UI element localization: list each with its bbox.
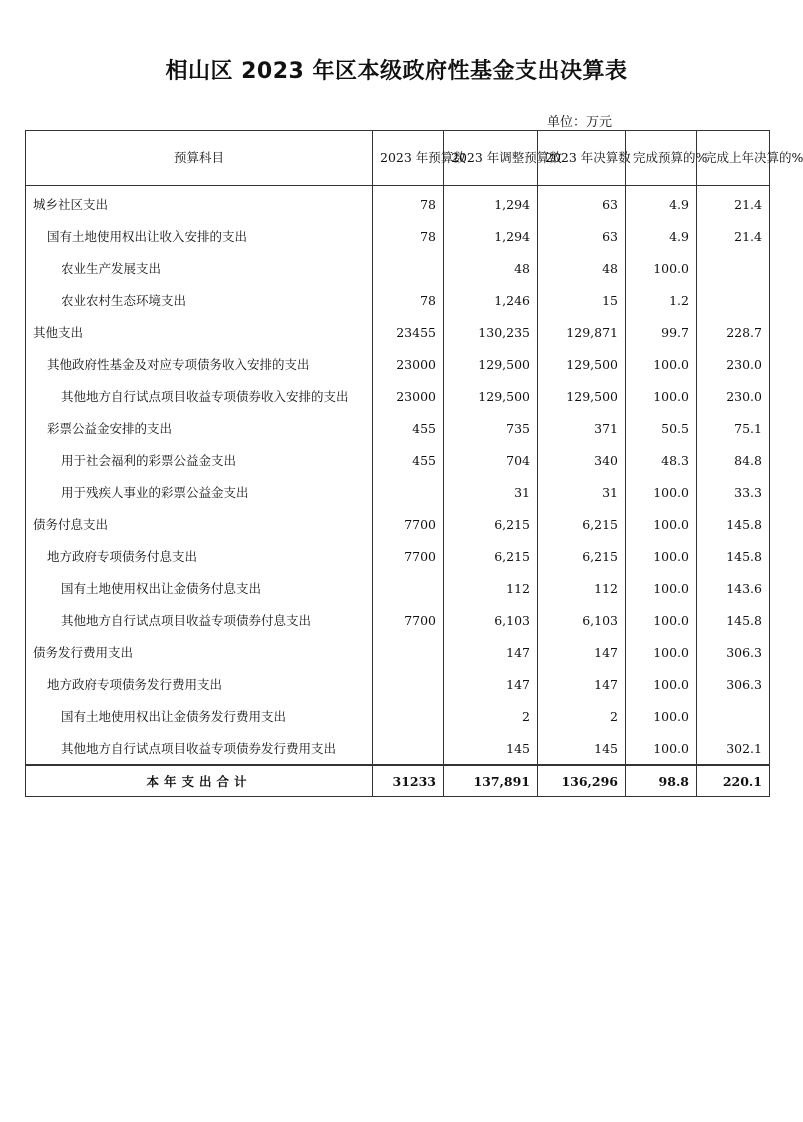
row-budget: 78: [373, 284, 444, 316]
row-adjusted: 735: [444, 412, 538, 444]
row-ratio-last: 228.7: [697, 316, 770, 348]
row-final: 147: [538, 668, 626, 700]
row-budget: 7700: [373, 540, 444, 572]
row-final: 63: [538, 220, 626, 252]
row-ratio-last: 230.0: [697, 348, 770, 380]
row-ratio-last: 84.8: [697, 444, 770, 476]
row-budget: 455: [373, 412, 444, 444]
table-row: [26, 572, 770, 604]
row-budget: [373, 476, 444, 508]
row-ratio-budget: 48.3: [626, 444, 697, 476]
row-name: 国有土地使用权出让金债务发行费用支出: [26, 700, 373, 732]
row-budget: 23000: [373, 380, 444, 412]
row-ratio-last: 230.0: [697, 380, 770, 412]
row-name: 其他地方自行试点项目收益专项债券收入安排的支出: [26, 380, 373, 412]
row-adjusted: 147: [444, 636, 538, 668]
row-ratio-budget: 100.0: [626, 636, 697, 668]
row-name: 地方政府专项债务发行费用支出: [26, 668, 373, 700]
row-ratio-last: 143.6: [697, 572, 770, 604]
row-adjusted: 1,294: [444, 186, 538, 221]
row-budget: [373, 700, 444, 732]
row-name: 其他政府性基金及对应专项债务收入安排的支出: [26, 348, 373, 380]
table-row: [26, 316, 770, 348]
row-ratio-budget: 100.0: [626, 668, 697, 700]
row-ratio-budget: 4.9: [626, 220, 697, 252]
row-name: 国有土地使用权出让金债务付息支出: [26, 572, 373, 604]
row-final: 2: [538, 700, 626, 732]
header-name: 预算科目: [26, 131, 373, 186]
row-ratio-budget: 4.9: [626, 186, 697, 221]
row-final: 129,500: [538, 380, 626, 412]
header-ratio-last: 完成上年决算的%: [697, 131, 770, 186]
total-adjusted: 137,891: [444, 765, 538, 797]
row-name: 其他地方自行试点项目收益专项债券付息支出: [26, 604, 373, 636]
table-row: [26, 700, 770, 732]
row-ratio-last: 75.1: [697, 412, 770, 444]
row-ratio-budget: 100.0: [626, 572, 697, 604]
row-ratio-budget: 100.0: [626, 380, 697, 412]
row-ratio-budget: 100.0: [626, 540, 697, 572]
table-row: [26, 732, 770, 765]
row-adjusted: 1,246: [444, 284, 538, 316]
expenditure-table: [25, 130, 803, 797]
table-row: [26, 252, 770, 284]
row-final: 6,215: [538, 540, 626, 572]
row-final: 6,215: [538, 508, 626, 540]
row-ratio-budget: 100.0: [626, 508, 697, 540]
row-adjusted: 6,215: [444, 540, 538, 572]
table-row: [26, 476, 770, 508]
total-row: [26, 765, 770, 797]
row-budget: 7700: [373, 508, 444, 540]
table-header-row: [26, 131, 770, 186]
row-final: 371: [538, 412, 626, 444]
table-row: [26, 540, 770, 572]
unit-label: 单位：万元: [547, 115, 613, 130]
row-ratio-last: [697, 700, 770, 732]
row-name: 农业农村生态环境支出: [26, 284, 373, 316]
row-final: 145: [538, 732, 626, 765]
row-adjusted: 147: [444, 668, 538, 700]
row-adjusted: 130,235: [444, 316, 538, 348]
row-final: 147: [538, 636, 626, 668]
row-ratio-last: [697, 252, 770, 284]
row-ratio-last: 145.8: [697, 540, 770, 572]
row-budget: [373, 572, 444, 604]
row-budget: [373, 636, 444, 668]
total-ratio-budget: 98.8: [626, 765, 697, 797]
row-ratio-budget: 100.0: [626, 604, 697, 636]
table-row: [26, 668, 770, 700]
row-ratio-last: 145.8: [697, 604, 770, 636]
row-name: 农业生产发展支出: [26, 252, 373, 284]
row-ratio-budget: 1.2: [626, 284, 697, 316]
row-name: 债务付息支出: [26, 508, 373, 540]
header-ratio-budget: 完成预算的%: [626, 131, 697, 186]
row-final: 6,103: [538, 604, 626, 636]
row-adjusted: 6,215: [444, 508, 538, 540]
row-name: 彩票公益金安排的支出: [26, 412, 373, 444]
row-budget: [373, 732, 444, 765]
row-budget: [373, 252, 444, 284]
row-final: 129,500: [538, 348, 626, 380]
row-budget: [373, 668, 444, 700]
row-final: 340: [538, 444, 626, 476]
row-adjusted: 704: [444, 444, 538, 476]
table-row: [26, 186, 770, 221]
table-row: [26, 220, 770, 252]
row-ratio-last: 33.3: [697, 476, 770, 508]
row-budget: 78: [373, 186, 444, 221]
row-ratio-budget: 100.0: [626, 700, 697, 732]
row-final: 15: [538, 284, 626, 316]
table-row: [26, 444, 770, 476]
row-adjusted: 2: [444, 700, 538, 732]
total-final: 136,296: [538, 765, 626, 797]
row-ratio-budget: 50.5: [626, 412, 697, 444]
table-row: [26, 412, 770, 444]
header-budget: 2023 年预算数: [373, 131, 444, 186]
total-label: 本年支出合计: [26, 765, 373, 797]
row-name: 其他地方自行试点项目收益专项债券发行费用支出: [26, 732, 373, 765]
table-row: [26, 348, 770, 380]
row-name: 债务发行费用支出: [26, 636, 373, 668]
row-ratio-last: 21.4: [697, 186, 770, 221]
row-adjusted: 129,500: [444, 380, 538, 412]
row-name: 用于残疾人事业的彩票公益金支出: [26, 476, 373, 508]
table-row: [26, 508, 770, 540]
row-adjusted: 112: [444, 572, 538, 604]
total-ratio-last: 220.1: [697, 765, 770, 797]
row-ratio-last: 21.4: [697, 220, 770, 252]
header-adjusted: 2023 年调整预算数: [444, 131, 538, 186]
row-ratio-budget: 100.0: [626, 732, 697, 765]
table-row: [26, 604, 770, 636]
row-adjusted: 1,294: [444, 220, 538, 252]
row-ratio-budget: 100.0: [626, 476, 697, 508]
row-ratio-budget: 99.7: [626, 316, 697, 348]
row-final: 112: [538, 572, 626, 604]
row-name: 城乡社区支出: [26, 186, 373, 221]
row-budget: 23455: [373, 316, 444, 348]
row-name: 其他支出: [26, 316, 373, 348]
row-ratio-last: 306.3: [697, 636, 770, 668]
row-final: 129,871: [538, 316, 626, 348]
table-row: [26, 284, 770, 316]
row-budget: 23000: [373, 348, 444, 380]
row-adjusted: 31: [444, 476, 538, 508]
row-final: 63: [538, 186, 626, 221]
row-ratio-last: 302.1: [697, 732, 770, 765]
header-final: 2023 年决算数: [538, 131, 626, 186]
row-adjusted: 48: [444, 252, 538, 284]
row-adjusted: 145: [444, 732, 538, 765]
table-body: [26, 186, 770, 766]
total-budget: 31233: [373, 765, 444, 797]
row-name: 国有土地使用权出让收入安排的支出: [26, 220, 373, 252]
table-row: [26, 636, 770, 668]
row-adjusted: 129,500: [444, 348, 538, 380]
row-budget: 78: [373, 220, 444, 252]
row-ratio-last: 306.3: [697, 668, 770, 700]
table-row: [26, 380, 770, 412]
row-name: 地方政府专项债务付息支出: [26, 540, 373, 572]
row-ratio-last: 145.8: [697, 508, 770, 540]
row-final: 31: [538, 476, 626, 508]
row-name: 用于社会福利的彩票公益金支出: [26, 444, 373, 476]
row-ratio-last: [697, 284, 770, 316]
row-budget: 7700: [373, 604, 444, 636]
row-final: 48: [538, 252, 626, 284]
row-adjusted: 6,103: [444, 604, 538, 636]
row-ratio-budget: 100.0: [626, 252, 697, 284]
page-title: 相山区 2023 年区本级政府性基金支出决算表: [165, 59, 628, 84]
row-ratio-budget: 100.0: [626, 348, 697, 380]
row-budget: 455: [373, 444, 444, 476]
